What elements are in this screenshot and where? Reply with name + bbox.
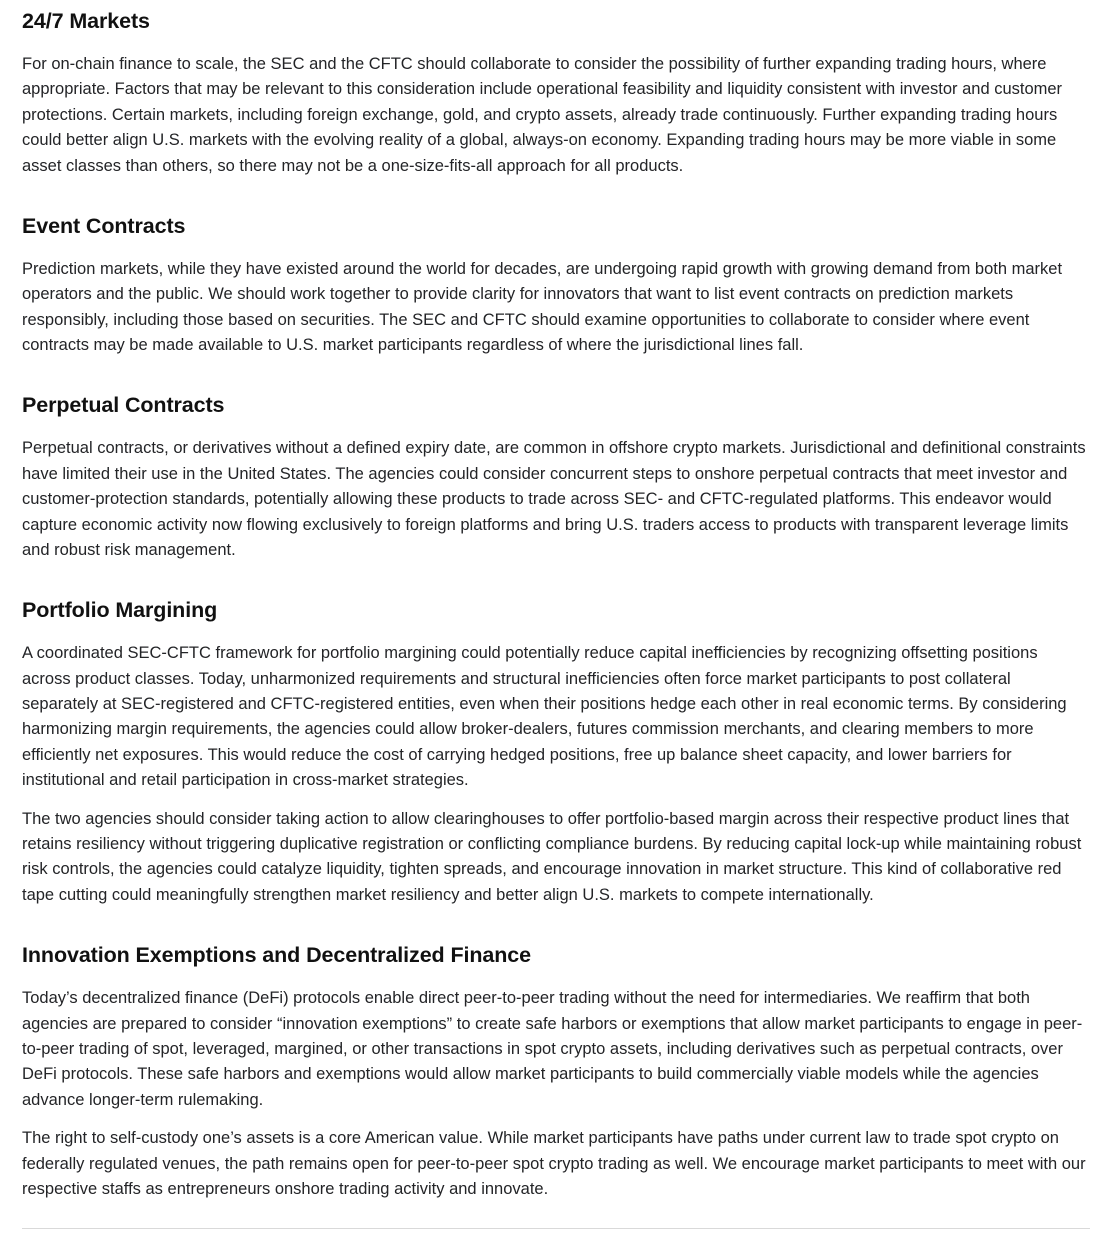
section-24-7-markets <box>22 8 1090 179</box>
section-heading-innovation-exemptions-defi: Innovation Exemptions and Decentralized Finance <box>22 943 532 968</box>
paragraph: The two agencies should consider taking action to allow clearinghouses to offer portfolio-based margin across their respective product lines that retains resiliency without triggering duplicative registration or conflicting compliance burdens. By reducing capital lock-up while maintaining robust risk controls, the agencies could catalyze liquidity, tighten spreads, and encourage innovation in market structure. This kind of collaborative red tape cutting could meaningfully strengthen market resiliency and better align U.S. markets to compete internationally. <box>22 809 1082 904</box>
section-heading-event-contracts: Event Contracts <box>22 213 186 238</box>
section-heading-24-7-markets: 24/7 Markets <box>22 9 150 33</box>
paragraph: The right to self-custody one’s assets is a core American value. While market participants have paths under current law to trade spot crypto on federally regulated venues, the path remains open for peer-to-peer spot crypto trading as well. We encourage market participants to meet with our respective staffs as entrepreneurs onshore trading activity and innovate. <box>22 1129 1086 1198</box>
paragraph: Today’s decentralized finance (DeFi) protocols enable direct peer-to-peer trading without the need for intermediaries. We reaffirm that both agencies are prepared to consider “innovation exemptions” to create safe harbors or exemptions that allow market participants to engage in peer-to-peer trading of spot, leveraged, margined, or other transactions in spot crypto assets, including derivatives such as perpetual contracts, over DeFi protocols. These safe harbors and exemptions would allow market participants to build commercially viable models while the agencies advance longer-term rulemaking. <box>22 989 1083 1109</box>
paragraph: Prediction markets, while they have existed around the world for decades, are undergoing rapid growth with growing demand from both market operators and the public. We should work together to provide clarity for innovators that want to list event contracts on prediction markets responsibly, including those based on securities. The SEC and CFTC should examine opportunities to collaborate to consider where event contracts may be made available to U.S. market participants regardless of where the jurisdictional lines fall. <box>22 259 1063 354</box>
paragraph: Perpetual contracts, or derivatives without a defined expiry date, are common in offshore crypto markets. Jurisdictional and definitional constraints have limited their use in the United States. The agencies could consider concurrent steps to onshore perpetual contracts that meet investor and customer-protection standards, potentially allowing these products to trade across SEC- and CFTC-regulated platforms. This endeavor would capture economic activity now flowing exclusively to foreign platforms and bring U.S. traders access to products with transparent leverage limits and robust risk management. <box>22 439 1086 559</box>
paragraph: A coordinated SEC-CFTC framework for portfolio margining could potentially reduce capital inefficiencies by recognizing offsetting positions across product classes. Today, unharmonized requirements and structural inefficiencies often force market participants to post collateral separately at SEC-registered and CFTC-registered entities, even when their positions hedge each other in real economic terms. By considering harmonizing margin requirements, the agencies could allow broker-dealers, futures commission merchants, and clearing members to more efficiently net exposures. This would reduce the cost of carrying hedged positions, free up balance sheet capacity, and lower barriers for institutional and retail participation in cross-market strategies. <box>22 644 1067 790</box>
section-perpetual-contracts <box>22 392 1090 563</box>
section-portfolio-margining <box>22 597 1090 908</box>
paragraph: For on-chain finance to scale, the SEC and the CFTC should collaborate to consider the possibility of further expanding trading hours, where appropriate. Factors that may be relevant to this consideration include operational feasibility and liquidity consistent with investor and customer protections. Certain markets, including foreign exchange, gold, and crypto assets, already trade continuously. Further expanding trading hours could better align U.S. markets with the evolving reality of a global, always-on economy. Expanding trading hours may be more viable in some asset classes than others, so there may not be a one-size-fits-all approach for all products. <box>22 54 1063 175</box>
bottom-divider <box>22 1228 1090 1229</box>
section-heading-portfolio-margining: Portfolio Margining <box>22 598 218 623</box>
section-heading-perpetual-contracts: Perpetual Contracts <box>22 393 225 418</box>
document-body <box>22 8 1090 1229</box>
section-innovation-exemptions-defi <box>22 942 1090 1202</box>
section-event-contracts <box>22 213 1090 359</box>
